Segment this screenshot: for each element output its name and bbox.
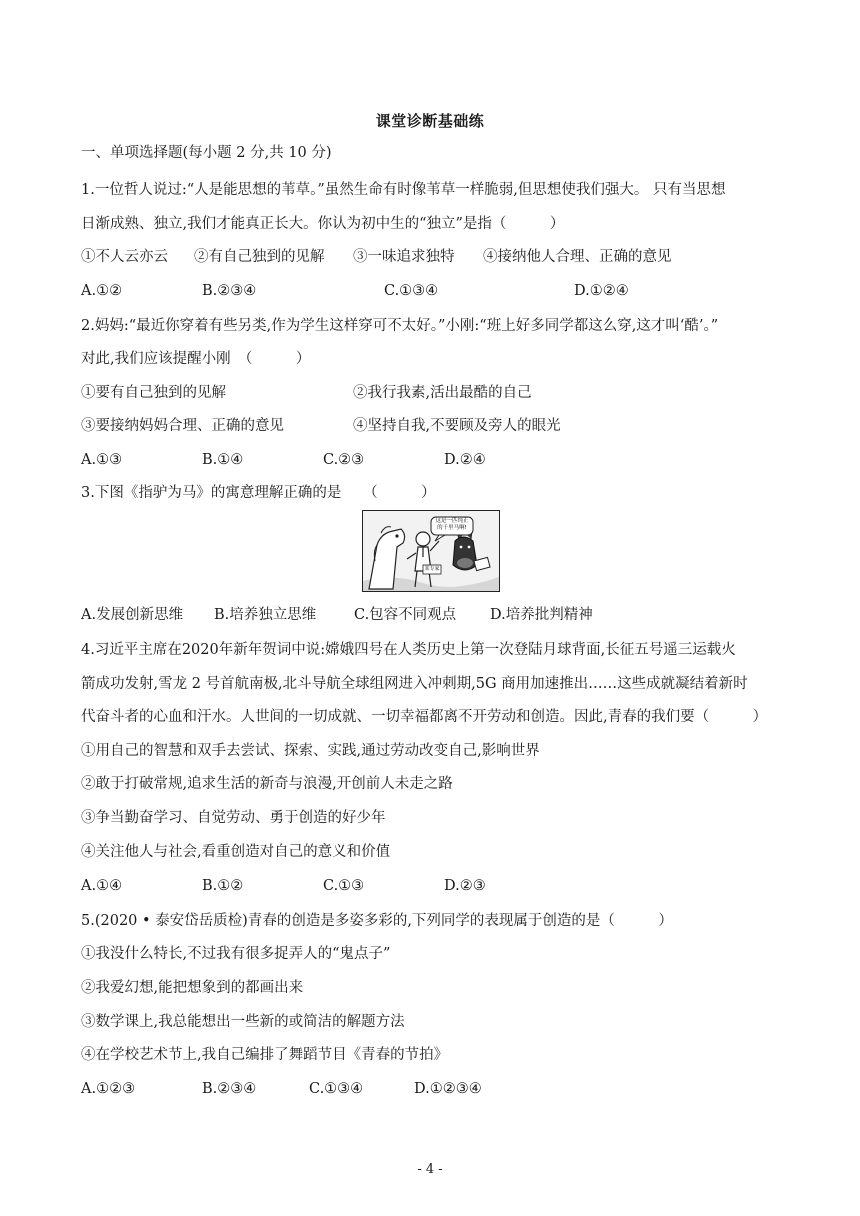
q1-option-c: C.①③④ (384, 283, 439, 299)
q1-stem-line2: 日渐成熟、独立,我们才能真正长大。你认为初中生的“独立”是指（ ） (81, 216, 565, 232)
q4-stem-line2: 箭成功发射,雪龙 2 号首航南极,北斗导航全球组网进入冲刺期,5G 商用加速推出……这些成就凝结着新时 (81, 676, 748, 692)
q2-item-1: ①要有自己独到的见解 (81, 385, 226, 401)
q4-stem-line1: 4.习近平主席在2020年新年贺词中说:嫦娥四号在人类历史上第一次登陆月球背面,长征五号遥三运载火 (81, 642, 736, 658)
q4-option-a: A.①④ (81, 878, 123, 894)
speech-bubble-line1: 这是一匹纯正 (435, 518, 469, 524)
q5-option-d: D.①②③④ (414, 1081, 482, 1097)
q1-item-3: ③一味追求独特 (353, 249, 455, 265)
q4-option-c: C.①③ (323, 878, 365, 894)
page-number: - 4 - (417, 1162, 443, 1177)
q2-option-a: A.①③ (81, 452, 123, 468)
q1-item-4: ④接纳他人合理、正确的意见 (483, 249, 672, 265)
q5-item-1: ①我没什么特长,不过我有很多捉弄人的“鬼点子” (81, 946, 391, 962)
expert-sign: 某专家 (424, 566, 440, 572)
q4-option-d: D.②③ (444, 878, 486, 894)
q2-item-4: ④坚持自我,不要顾及旁人的眼光 (353, 418, 561, 434)
q1-option-b: B.②③④ (202, 283, 257, 299)
q5-item-4: ④在学校艺术节上,我自己编排了舞蹈节目《青春的节拍》 (81, 1047, 449, 1063)
q1-item-1: ①不人云亦云 (81, 249, 168, 265)
q1-option-a: A.①② (81, 283, 123, 299)
q2-option-d: D.②④ (444, 452, 486, 468)
q2-stem-line1: 2.妈妈:“最近你穿着有些另类,作为学生这样穿可不太好。”小刚:“班上好多同学都这么穿,这才叫‘酷’。” (81, 318, 719, 334)
q3-option-d: D.培养批判精神 (490, 607, 593, 623)
q4-item-3: ③争当勤奋学习、自觉劳动、勇于创造的好少年 (81, 810, 386, 826)
q5-option-a: A.①②③ (81, 1081, 136, 1097)
q4-item-2: ②敢于打破常规,追求生活的新奇与浪漫,开创前人未走之路 (81, 776, 453, 792)
q2-item-3: ③要接纳妈妈合理、正确的意见 (81, 418, 284, 434)
q5-item-2: ②我爱幻想,能把想象到的都画出来 (81, 980, 304, 996)
q1-stem-line1: 1.一位哲人说过:“人是能思想的苇草。”虽然生命有时像苇草一样脆弱,但思想使我们强大。 只有当思想 (81, 182, 726, 198)
cartoon-figure (362, 510, 500, 592)
q2-item-2: ②我行我素,活出最酷的自己 (353, 385, 532, 401)
speech-bubble (431, 518, 473, 532)
q2-option-c: C.②③ (323, 452, 365, 468)
q5-option-c: C.①③④ (309, 1081, 364, 1097)
q1-option-d: D.①②④ (574, 283, 629, 299)
q2-stem-line2: 对此,我们应该提醒小刚 （ ） (81, 351, 311, 367)
q3-option-b: B.培养独立思维 (214, 607, 317, 623)
q5-stem: 5.(2020 • 泰安岱岳质检)青春的创造是多姿多彩的,下列同学的表现属于创造的是（ ） (81, 913, 673, 929)
q3-option-c: C.包容不同观点 (354, 607, 457, 623)
q4-item-4: ④关注他人与社会,看重创造对自己的意义和价值 (81, 844, 391, 860)
q4-option-b: B.①② (202, 878, 244, 894)
q5-option-b: B.②③④ (202, 1081, 257, 1097)
section-title: 课堂诊断基础练 (375, 112, 485, 130)
q1-item-2: ②有自己独到的见解 (194, 249, 325, 265)
speech-bubble-line2: 的千里马啊! (437, 525, 467, 531)
q4-stem-line3: 代奋斗者的心血和汗水。人世间的一切成就、一切幸福都离不开劳动和创造。因此,青春的我们要（ ） (81, 709, 768, 725)
q5-item-3: ③数学课上,我总能想出一些新的或简洁的解题方法 (81, 1014, 405, 1030)
part-heading: 一、单项选择题(每小题 2 分,共 10 分) (81, 145, 332, 161)
q4-item-1: ①用自己的智慧和双手去尝试、探索、实践,通过劳动改变自己,影响世界 (81, 743, 540, 759)
q3-option-a: A.发展创新思维 (81, 607, 184, 623)
q3-stem: 3.下图《指驴为马》的寓意理解正确的是 （ ） (81, 485, 436, 501)
q2-option-b: B.①④ (202, 452, 244, 468)
